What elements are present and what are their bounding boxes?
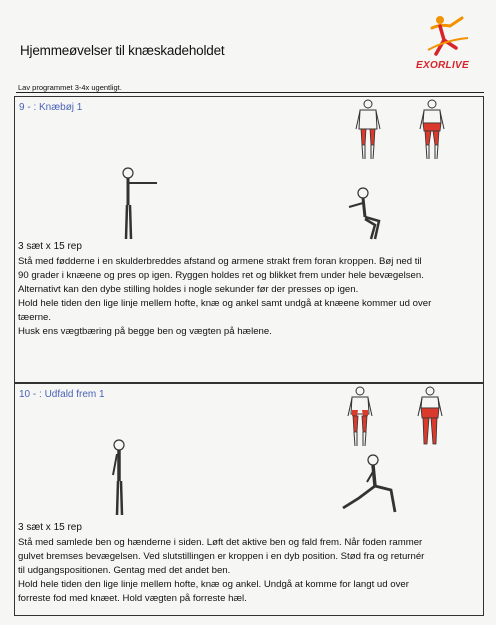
instruction-line: 90 grader i knæene og pres op igen. Ryggen holdes ret og blikket frem under hele bevægelsen. <box>18 270 424 282</box>
divider <box>16 92 484 93</box>
standing-arms-forward-icon <box>115 167 165 242</box>
instruction-line: Hold hele tiden den lige linje mellem hofte, knæ og ankel. Undgå at komme for langt ud over <box>18 579 409 591</box>
instruction-line: tæerne. <box>18 312 52 324</box>
instruction-line: Stå med samlede ben og hænderne i siden. Løft det aktive ben og fald frem. Når foden rammer <box>18 537 423 548</box>
instruction-line: forreste fod med knæet. Hold vægten på forreste hæl. <box>18 593 247 605</box>
exercise-card <box>14 96 484 383</box>
squat-figure-icon <box>345 187 395 242</box>
exercise-title: 9 - : Knæbøj 1 <box>19 102 83 113</box>
lunge-figure-icon <box>335 454 415 516</box>
exercise-instructions <box>18 536 479 606</box>
exercise-instructions <box>18 255 479 340</box>
muscle-front-icon <box>353 99 383 161</box>
instruction-line: til udgangspositionen. Gentag med det andet ben. <box>18 565 231 577</box>
muscle-front-icon <box>345 386 375 448</box>
instruction-line: gulvet bremses bevægelsen. Ved slutstillingen er kroppen i en dyb position. Stød fra og returnér <box>18 551 425 563</box>
instruction-line: Husk ens vægtbæring på begge ben og vægten på hælene. <box>18 326 272 338</box>
muscle-back-icon <box>417 99 447 161</box>
instruction-line: Hold hele tiden den lige linje mellem hofte, knæ og ankel samt undgå at knæene kommer ud over <box>18 298 432 310</box>
exercise-card <box>14 383 484 616</box>
exercise-sets: 3 sæt x 15 rep <box>18 522 82 533</box>
standing-hands-side-icon <box>105 439 135 519</box>
exercise-sets: 3 sæt x 15 rep <box>18 241 82 252</box>
page-title: Hjemmeøvelser til knæskadeholdet <box>20 43 225 58</box>
instruction-line: Stå med fødderne i en skulderbreddes afstand og armene strakt frem foran kroppen. Bøj ned til <box>18 256 422 267</box>
exercise-title: 10 - : Udfald frem 1 <box>19 389 105 400</box>
logo-wordmark: EXORLIVE <box>416 60 469 71</box>
instruction-line: Alternativt kan den dybe stilling holdes i nogle sekunder før der presses op igen. <box>18 284 359 296</box>
muscle-back-icon <box>415 386 445 448</box>
frequency-note: Lav programmet 3-4x ugentligt. <box>18 83 122 92</box>
